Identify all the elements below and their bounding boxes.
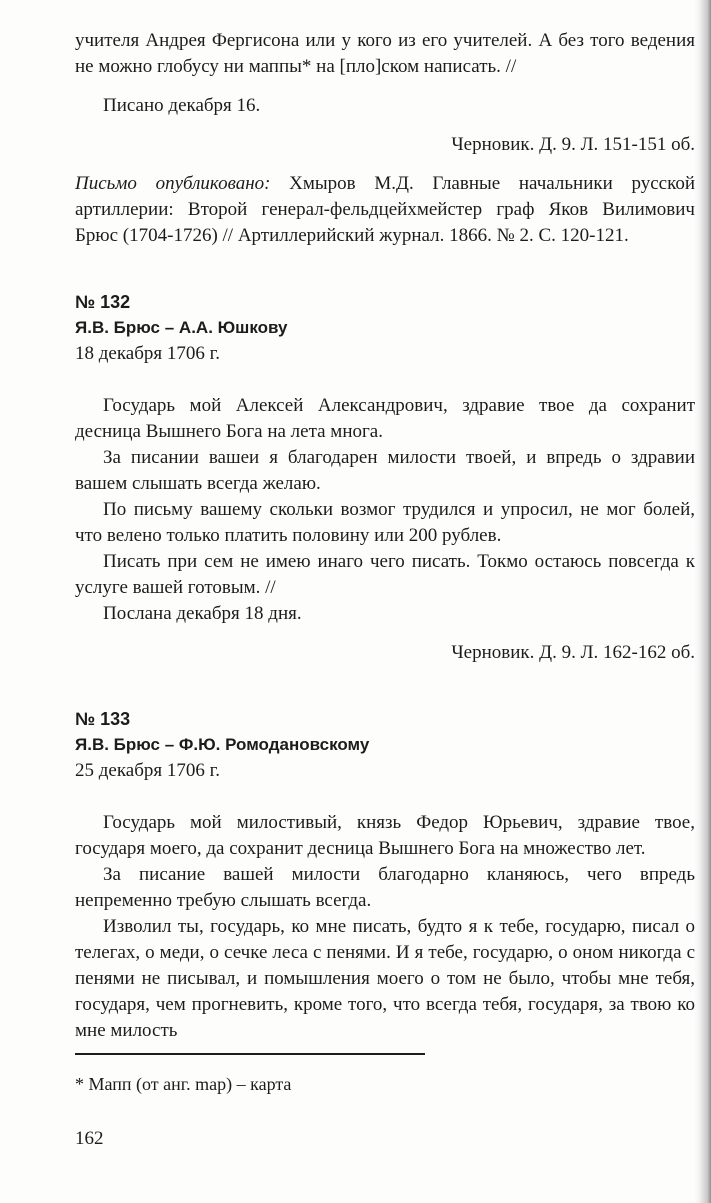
publication-citation: Хмыров М.Д. Главные начальники русской артиллерии: Второй генерал-фельдцейхмейстер граф Яков Вилимович Брюс (1704-1726) // Артиллерийский журнал. 1866. № 2. С. 120-121. [75,173,696,246]
publication-label: Письмо опубликовано: [75,173,271,194]
page-edge-shadow [693,0,711,1203]
letter-133-number: № 133 [75,709,131,729]
letter-132-paragraph: Писать при сем не имею инаго чего писать. Токмо остаюсь повсегда к услуге вашей готовым. // [75,551,695,598]
footnote: * Мапп (от анг. map) – карта [75,1074,292,1094]
letter-132-date: 18 декабря 1706 г. [75,343,221,364]
letter-132-paragraph: По письму вашему скольки возмог трудился и упросил, не мог болей, что велено только платить половину или 200 рублев. [75,499,695,546]
letter-133-title: Я.В. Брюс – Ф.Ю. Ромодановскому [75,735,370,754]
letter-132-source: Черновик. Д. 9. Л. 162-162 об. [451,642,695,663]
letter-133-paragraph: Государь мой милостивый, князь Федор Юрьевич, здравие твое, государя моего, да сохранит десница Вышнего Бога на множество лет. [75,812,695,859]
footnote-divider [75,1053,425,1055]
letter-133-paragraph: За писание вашей милости благодарно кланяюсь, чего впредь непременно требую слышать всегда. [75,864,695,911]
page-body [75,28,695,1044]
publication-note [75,171,695,249]
letter-133-date: 25 декабря 1706 г. [75,760,221,781]
dateline-prev: Писано декабря 16. [103,95,261,116]
letter-132-paragraph: За писании вашеи я благодарен милости твоей, и впредь о здравии вашем слышать всегда желаю. [75,447,695,494]
source-reference-prev: Черновик. Д. 9. Л. 151-151 об. [451,134,695,155]
letter-132-paragraph: Государь мой Алексей Александрович, здравие твое да сохранит десница Вышнего Бога на лета многа. [75,395,695,442]
continued-text: учителя Андрея Фергисона или у кого из его учителей. А без того ведения не можно глобусу ни маппы* на [пло]ском написать. // [75,30,695,77]
letter-132-number: № 132 [75,292,131,312]
letter-132-dateline: Послана декабря 18 дня. [103,603,302,624]
letter-132-title: Я.В. Брюс – А.А. Юшкову [75,318,288,337]
page-number: 162 [75,1128,104,1149]
letter-133-paragraph: Изволил ты, государь, ко мне писать, будто я к тебе, государю, писал о телегах, о меди, о сечке леса с пенями. И я тебе, государю, о оном никогда с пенями не писывал, и помышления моего о том не было, чтобы мне тебя, государя, чем прогневить, кроме того, что всегда тебя, государя, за твою ко мне милость [75,916,695,1041]
